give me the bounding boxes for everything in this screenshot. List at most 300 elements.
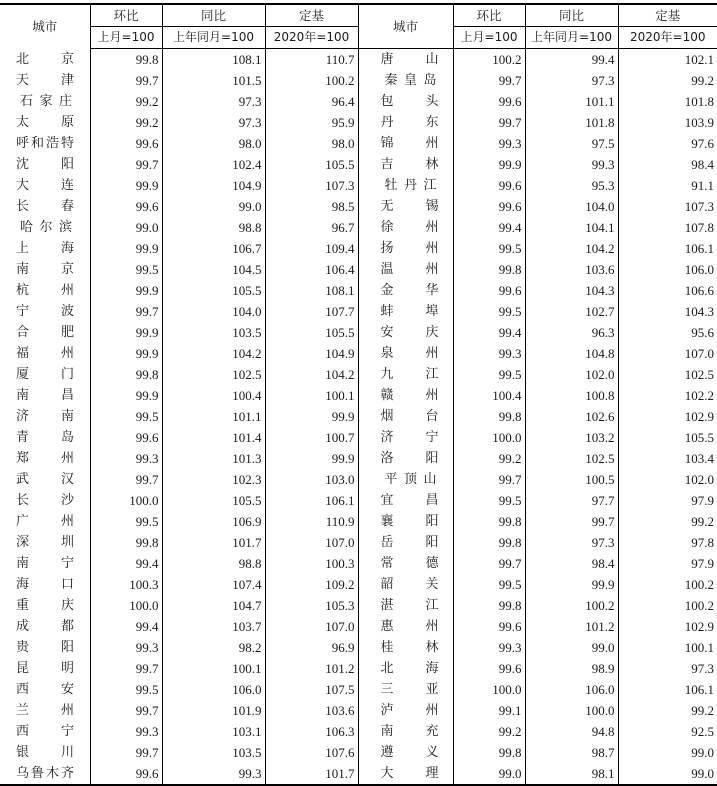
yoy-value-cell: 107.4 bbox=[162, 574, 265, 595]
mom-value-cell: 99.8 bbox=[453, 406, 525, 427]
yoy-value-cell: 102.5 bbox=[525, 448, 618, 469]
yoy-value-cell: 108.1 bbox=[162, 49, 265, 71]
mom-value-cell: 99.6 bbox=[453, 616, 525, 637]
city-name-cell bbox=[0, 364, 90, 385]
city-name: 杭州 bbox=[16, 283, 74, 298]
yoy-value-cell: 99.3 bbox=[162, 763, 265, 785]
city-name: 南充 bbox=[380, 724, 439, 739]
mom-value-cell: 100.0 bbox=[90, 595, 162, 616]
yoy-value-cell: 99.0 bbox=[525, 637, 618, 658]
table-row bbox=[0, 175, 717, 196]
mom-value-cell: 99.5 bbox=[90, 511, 162, 532]
city-name: 徐州 bbox=[380, 220, 439, 235]
yoy-value-cell: 95.3 bbox=[525, 175, 618, 196]
city-name-cell bbox=[0, 616, 90, 637]
city-name-cell bbox=[0, 448, 90, 469]
mom-value-cell: 99.6 bbox=[453, 280, 525, 301]
city-name: 岳阳 bbox=[380, 535, 439, 550]
base-value-cell: 102.0 bbox=[618, 469, 717, 490]
mom-value-cell: 99.4 bbox=[453, 322, 525, 343]
city-name-cell bbox=[358, 679, 453, 700]
city-name-cell bbox=[0, 700, 90, 721]
yoy-value-cell: 98.1 bbox=[525, 763, 618, 785]
mom-value-cell: 99.8 bbox=[90, 532, 162, 553]
table-row bbox=[0, 364, 717, 385]
yoy-value-cell: 102.3 bbox=[162, 469, 265, 490]
base-value-cell: 110.9 bbox=[265, 511, 358, 532]
mom-value-cell: 99.7 bbox=[90, 700, 162, 721]
base-value-cell: 102.9 bbox=[618, 406, 717, 427]
city-name-cell bbox=[0, 658, 90, 679]
yoy-value-cell: 104.8 bbox=[525, 343, 618, 364]
table-row bbox=[0, 238, 717, 259]
city-name-cell bbox=[358, 259, 453, 280]
city-name: 湛江 bbox=[380, 598, 439, 613]
mom-value-cell: 99.3 bbox=[453, 343, 525, 364]
base-value-cell: 100.3 bbox=[265, 553, 358, 574]
table-row bbox=[0, 679, 717, 700]
mom-value-cell: 99.9 bbox=[90, 175, 162, 196]
base-value-cell: 103.4 bbox=[618, 448, 717, 469]
base-value-cell: 100.7 bbox=[265, 427, 358, 448]
yoy-group-header-right: 同比 bbox=[525, 4, 618, 27]
city-name: 上海 bbox=[16, 241, 74, 256]
yoy-value-cell: 96.3 bbox=[525, 322, 618, 343]
yoy-value-cell: 97.5 bbox=[525, 133, 618, 154]
base-value-cell: 97.9 bbox=[618, 553, 717, 574]
city-name: 南昌 bbox=[16, 388, 74, 403]
city-name-cell bbox=[0, 385, 90, 406]
city-name: 济宁 bbox=[380, 430, 439, 445]
base-value-cell: 96.9 bbox=[265, 637, 358, 658]
table-row bbox=[0, 595, 717, 616]
yoy-value-cell: 104.7 bbox=[162, 595, 265, 616]
city-name: 桂林 bbox=[380, 640, 439, 655]
city-name: 石家庄 bbox=[20, 94, 72, 109]
city-name-cell bbox=[358, 301, 453, 322]
mom-value-cell: 99.9 bbox=[453, 154, 525, 175]
city-name-cell bbox=[358, 154, 453, 175]
city-name-cell bbox=[0, 238, 90, 259]
base-value-cell: 99.2 bbox=[618, 511, 717, 532]
city-name: 泉州 bbox=[380, 346, 439, 361]
base-value-cell: 106.1 bbox=[618, 238, 717, 259]
mom-value-cell: 99.3 bbox=[90, 721, 162, 742]
base-value-cell: 106.4 bbox=[265, 259, 358, 280]
city-name: 青岛 bbox=[16, 430, 74, 445]
city-name-cell bbox=[0, 427, 90, 448]
yoy-value-cell: 102.4 bbox=[162, 154, 265, 175]
city-name-cell bbox=[0, 574, 90, 595]
mom-value-cell: 99.2 bbox=[453, 448, 525, 469]
base-value-cell: 102.9 bbox=[618, 616, 717, 637]
yoy-value-cell: 104.9 bbox=[162, 175, 265, 196]
city-name: 泸州 bbox=[380, 703, 439, 718]
city-name: 洛阳 bbox=[380, 451, 439, 466]
yoy-value-cell: 104.0 bbox=[525, 196, 618, 217]
yoy-value-cell: 104.5 bbox=[162, 259, 265, 280]
city-name: 三亚 bbox=[380, 682, 439, 697]
city-name: 沈阳 bbox=[16, 157, 74, 172]
base-value-cell: 108.1 bbox=[265, 280, 358, 301]
base-value-cell: 100.1 bbox=[618, 637, 717, 658]
city-name: 蚌埠 bbox=[380, 304, 439, 319]
yoy-value-cell: 101.3 bbox=[162, 448, 265, 469]
base-value-cell: 97.8 bbox=[618, 532, 717, 553]
base-value-cell: 105.5 bbox=[618, 427, 717, 448]
base-value-cell: 109.4 bbox=[265, 238, 358, 259]
city-name-cell bbox=[0, 175, 90, 196]
yoy-sub-header-right: 上年同月=100 bbox=[525, 27, 618, 49]
table-row bbox=[0, 427, 717, 448]
city-name-cell bbox=[0, 133, 90, 154]
mom-value-cell: 99.5 bbox=[453, 364, 525, 385]
yoy-value-cell: 100.5 bbox=[525, 469, 618, 490]
city-name: 扬州 bbox=[380, 241, 439, 256]
base-value-cell: 106.3 bbox=[265, 721, 358, 742]
yoy-value-cell: 104.0 bbox=[162, 301, 265, 322]
yoy-value-cell: 102.7 bbox=[525, 301, 618, 322]
table-row bbox=[0, 469, 717, 490]
mom-value-cell: 99.3 bbox=[453, 637, 525, 658]
mom-value-cell: 99.5 bbox=[453, 490, 525, 511]
yoy-value-cell: 102.6 bbox=[525, 406, 618, 427]
yoy-value-cell: 101.8 bbox=[525, 112, 618, 133]
city-name-cell bbox=[358, 280, 453, 301]
mom-value-cell: 99.5 bbox=[90, 679, 162, 700]
mom-value-cell: 99.2 bbox=[453, 721, 525, 742]
city-name-cell bbox=[358, 616, 453, 637]
base-value-cell: 106.1 bbox=[618, 679, 717, 700]
mom-value-cell: 99.6 bbox=[453, 658, 525, 679]
yoy-value-cell: 98.7 bbox=[525, 742, 618, 763]
mom-value-cell: 99.5 bbox=[453, 238, 525, 259]
city-name: 无锡 bbox=[380, 199, 439, 214]
yoy-value-cell: 103.6 bbox=[525, 259, 618, 280]
table-body bbox=[0, 49, 717, 786]
mom-value-cell: 99.7 bbox=[90, 301, 162, 322]
base-value-cell: 107.6 bbox=[265, 742, 358, 763]
mom-value-cell: 99.0 bbox=[90, 217, 162, 238]
base-value-cell: 105.3 bbox=[265, 595, 358, 616]
city-name-cell bbox=[0, 553, 90, 574]
mom-group-header-right: 环比 bbox=[453, 4, 525, 27]
base-value-cell: 101.8 bbox=[618, 91, 717, 112]
table-row bbox=[0, 343, 717, 364]
city-name-cell bbox=[0, 322, 90, 343]
table-header bbox=[0, 4, 717, 49]
base-value-cell: 104.9 bbox=[265, 343, 358, 364]
mom-group-header: 环比 bbox=[90, 4, 162, 27]
base-value-cell: 100.2 bbox=[618, 595, 717, 616]
yoy-value-cell: 98.8 bbox=[162, 553, 265, 574]
yoy-value-cell: 104.2 bbox=[525, 238, 618, 259]
mom-value-cell: 99.7 bbox=[453, 469, 525, 490]
base-value-cell: 103.6 bbox=[265, 700, 358, 721]
base-value-cell: 96.4 bbox=[265, 91, 358, 112]
base-value-cell: 107.0 bbox=[618, 343, 717, 364]
table-row bbox=[0, 259, 717, 280]
mom-value-cell: 99.8 bbox=[90, 49, 162, 71]
mom-value-cell: 99.5 bbox=[453, 301, 525, 322]
base-value-cell: 107.7 bbox=[265, 301, 358, 322]
mom-value-cell: 99.8 bbox=[453, 595, 525, 616]
table-row bbox=[0, 385, 717, 406]
mom-value-cell: 100.0 bbox=[453, 427, 525, 448]
table-row bbox=[0, 70, 717, 91]
base-value-cell: 102.5 bbox=[618, 364, 717, 385]
base-value-cell: 98.0 bbox=[265, 133, 358, 154]
base-value-cell: 97.6 bbox=[618, 133, 717, 154]
city-name-cell bbox=[0, 280, 90, 301]
city-name: 呼和浩特 bbox=[16, 136, 74, 151]
mom-value-cell: 99.7 bbox=[453, 70, 525, 91]
city-name: 温州 bbox=[380, 262, 439, 277]
mom-value-cell: 99.6 bbox=[90, 133, 162, 154]
yoy-value-cell: 98.2 bbox=[162, 637, 265, 658]
yoy-value-cell: 98.9 bbox=[525, 658, 618, 679]
city-name-cell bbox=[358, 637, 453, 658]
price-index-table bbox=[0, 3, 717, 786]
city-name: 成都 bbox=[16, 619, 74, 634]
city-name-cell bbox=[0, 406, 90, 427]
base-value-cell: 99.2 bbox=[618, 700, 717, 721]
mom-value-cell: 99.4 bbox=[90, 616, 162, 637]
mom-value-cell: 99.7 bbox=[90, 742, 162, 763]
city-name: 银川 bbox=[16, 745, 74, 760]
city-name: 厦门 bbox=[16, 367, 74, 382]
base-value-cell: 102.1 bbox=[618, 49, 717, 71]
mom-value-cell: 99.9 bbox=[90, 238, 162, 259]
table-row bbox=[0, 763, 717, 785]
base-value-cell: 107.8 bbox=[618, 217, 717, 238]
yoy-value-cell: 98.0 bbox=[162, 133, 265, 154]
table-row bbox=[0, 532, 717, 553]
city-name-cell bbox=[358, 553, 453, 574]
table-row bbox=[0, 658, 717, 679]
yoy-value-cell: 97.3 bbox=[162, 112, 265, 133]
city-name: 兰州 bbox=[16, 703, 74, 718]
city-name-cell bbox=[358, 364, 453, 385]
yoy-value-cell: 97.3 bbox=[162, 91, 265, 112]
city-name-cell bbox=[0, 154, 90, 175]
yoy-value-cell: 103.5 bbox=[162, 322, 265, 343]
mom-value-cell: 99.5 bbox=[453, 574, 525, 595]
city-name: 秦皇岛 bbox=[384, 73, 437, 88]
base-value-cell: 98.4 bbox=[618, 154, 717, 175]
base-value-cell: 106.1 bbox=[265, 490, 358, 511]
city-column-header: 城市 bbox=[0, 4, 90, 49]
city-name: 宁波 bbox=[16, 304, 74, 319]
city-name: 唐山 bbox=[380, 52, 439, 67]
city-name: 韶关 bbox=[380, 577, 439, 592]
table-row bbox=[0, 490, 717, 511]
table-row bbox=[0, 112, 717, 133]
city-name: 郑州 bbox=[16, 451, 74, 466]
city-name: 大理 bbox=[380, 766, 439, 781]
mom-value-cell: 99.8 bbox=[453, 742, 525, 763]
mom-value-cell: 99.7 bbox=[90, 658, 162, 679]
base-value-cell: 107.3 bbox=[265, 175, 358, 196]
city-name-cell bbox=[0, 721, 90, 742]
city-name: 济南 bbox=[16, 409, 74, 424]
yoy-value-cell: 103.5 bbox=[162, 742, 265, 763]
city-name: 广州 bbox=[16, 514, 74, 529]
base-value-cell: 99.0 bbox=[618, 763, 717, 785]
city-name-cell bbox=[358, 133, 453, 154]
base-group-header-right: 定基 bbox=[618, 4, 717, 27]
base-value-cell: 91.1 bbox=[618, 175, 717, 196]
yoy-value-cell: 101.1 bbox=[162, 406, 265, 427]
city-name: 常德 bbox=[380, 556, 439, 571]
mom-value-cell: 99.9 bbox=[90, 280, 162, 301]
base-value-cell: 106.0 bbox=[618, 259, 717, 280]
mom-value-cell: 100.0 bbox=[453, 679, 525, 700]
city-name: 西安 bbox=[16, 682, 74, 697]
yoy-value-cell: 106.0 bbox=[525, 679, 618, 700]
yoy-value-cell: 105.5 bbox=[162, 280, 265, 301]
city-name: 贵阳 bbox=[16, 640, 74, 655]
city-name: 遵义 bbox=[380, 745, 439, 760]
base-value-cell: 97.3 bbox=[618, 658, 717, 679]
city-name-cell bbox=[0, 217, 90, 238]
yoy-value-cell: 105.5 bbox=[162, 490, 265, 511]
city-name: 天津 bbox=[16, 73, 74, 88]
yoy-value-cell: 100.4 bbox=[162, 385, 265, 406]
city-name-cell bbox=[0, 343, 90, 364]
mom-value-cell: 99.3 bbox=[90, 448, 162, 469]
yoy-value-cell: 106.7 bbox=[162, 238, 265, 259]
yoy-value-cell: 100.0 bbox=[525, 700, 618, 721]
city-name: 锦州 bbox=[380, 136, 439, 151]
base-value-cell: 99.9 bbox=[265, 406, 358, 427]
mom-value-cell: 99.1 bbox=[453, 700, 525, 721]
base-sub-header: 2020年=100 bbox=[265, 27, 358, 49]
mom-value-cell: 99.3 bbox=[90, 637, 162, 658]
city-name-cell bbox=[358, 721, 453, 742]
city-name-cell bbox=[0, 112, 90, 133]
yoy-sub-header: 上年同月=100 bbox=[162, 27, 265, 49]
city-name-cell bbox=[0, 490, 90, 511]
city-name: 烟台 bbox=[380, 409, 439, 424]
city-name: 长春 bbox=[16, 199, 74, 214]
city-name: 昆明 bbox=[16, 661, 74, 676]
yoy-value-cell: 103.7 bbox=[162, 616, 265, 637]
city-name-cell bbox=[358, 532, 453, 553]
yoy-value-cell: 103.2 bbox=[525, 427, 618, 448]
base-value-cell: 101.7 bbox=[265, 763, 358, 785]
city-name: 金华 bbox=[380, 283, 439, 298]
city-name-cell bbox=[358, 658, 453, 679]
yoy-value-cell: 101.1 bbox=[525, 91, 618, 112]
base-value-cell: 107.5 bbox=[265, 679, 358, 700]
yoy-group-header: 同比 bbox=[162, 4, 265, 27]
city-name-cell bbox=[0, 511, 90, 532]
city-name: 平顶山 bbox=[384, 472, 437, 487]
city-name-cell bbox=[0, 259, 90, 280]
yoy-value-cell: 97.3 bbox=[525, 70, 618, 91]
mom-value-cell: 99.9 bbox=[90, 322, 162, 343]
mom-value-cell: 100.0 bbox=[90, 490, 162, 511]
table-row bbox=[0, 616, 717, 637]
city-name-cell bbox=[358, 406, 453, 427]
base-value-cell: 101.2 bbox=[265, 658, 358, 679]
city-name-cell bbox=[358, 343, 453, 364]
base-value-cell: 100.2 bbox=[265, 70, 358, 91]
city-name: 哈尔滨 bbox=[20, 220, 72, 235]
table-row bbox=[0, 196, 717, 217]
city-name-cell bbox=[0, 469, 90, 490]
mom-sub-header: 上月=100 bbox=[90, 27, 162, 49]
yoy-value-cell: 100.2 bbox=[525, 595, 618, 616]
yoy-value-cell: 98.8 bbox=[162, 217, 265, 238]
city-name: 吉林 bbox=[380, 157, 439, 172]
city-name: 南宁 bbox=[16, 556, 74, 571]
base-value-cell: 99.2 bbox=[618, 70, 717, 91]
yoy-value-cell: 104.1 bbox=[525, 217, 618, 238]
yoy-value-cell: 101.5 bbox=[162, 70, 265, 91]
city-name: 重庆 bbox=[16, 598, 74, 613]
city-name-cell bbox=[358, 574, 453, 595]
mom-value-cell: 99.7 bbox=[453, 112, 525, 133]
table-row bbox=[0, 91, 717, 112]
city-name-cell bbox=[358, 448, 453, 469]
yoy-value-cell: 97.3 bbox=[525, 532, 618, 553]
base-value-cell: 104.3 bbox=[618, 301, 717, 322]
city-name-cell bbox=[0, 196, 90, 217]
city-name-cell bbox=[0, 532, 90, 553]
city-name: 赣州 bbox=[380, 388, 439, 403]
city-name-cell bbox=[0, 301, 90, 322]
mom-value-cell: 99.6 bbox=[90, 427, 162, 448]
base-value-cell: 99.9 bbox=[265, 448, 358, 469]
base-value-cell: 107.0 bbox=[265, 532, 358, 553]
yoy-value-cell: 104.3 bbox=[525, 280, 618, 301]
table-row bbox=[0, 406, 717, 427]
base-value-cell: 103.0 bbox=[265, 469, 358, 490]
base-value-cell: 105.5 bbox=[265, 322, 358, 343]
city-name: 太原 bbox=[16, 115, 74, 130]
base-sub-header-right: 2020年=100 bbox=[618, 27, 717, 49]
mom-value-cell: 99.0 bbox=[453, 763, 525, 785]
city-name: 海口 bbox=[16, 577, 74, 592]
mom-value-cell: 99.8 bbox=[453, 259, 525, 280]
yoy-value-cell: 99.4 bbox=[525, 49, 618, 71]
yoy-value-cell: 101.9 bbox=[162, 700, 265, 721]
city-name-cell bbox=[358, 175, 453, 196]
table-row bbox=[0, 574, 717, 595]
city-name: 襄阳 bbox=[380, 514, 439, 529]
city-column-header-right: 城市 bbox=[358, 4, 453, 49]
yoy-value-cell: 94.8 bbox=[525, 721, 618, 742]
yoy-value-cell: 103.1 bbox=[162, 721, 265, 742]
base-value-cell: 106.6 bbox=[618, 280, 717, 301]
city-name-cell bbox=[358, 91, 453, 112]
base-value-cell: 95.6 bbox=[618, 322, 717, 343]
mom-sub-header-right: 上月=100 bbox=[453, 27, 525, 49]
table-row bbox=[0, 511, 717, 532]
yoy-value-cell: 100.1 bbox=[162, 658, 265, 679]
mom-value-cell: 99.6 bbox=[453, 175, 525, 196]
mom-value-cell: 99.6 bbox=[90, 763, 162, 785]
table-row bbox=[0, 217, 717, 238]
base-value-cell: 100.1 bbox=[265, 385, 358, 406]
city-name: 丹东 bbox=[380, 115, 439, 130]
city-name-cell bbox=[358, 469, 453, 490]
city-name-cell bbox=[358, 700, 453, 721]
mom-value-cell: 99.9 bbox=[90, 385, 162, 406]
city-name-cell bbox=[358, 490, 453, 511]
